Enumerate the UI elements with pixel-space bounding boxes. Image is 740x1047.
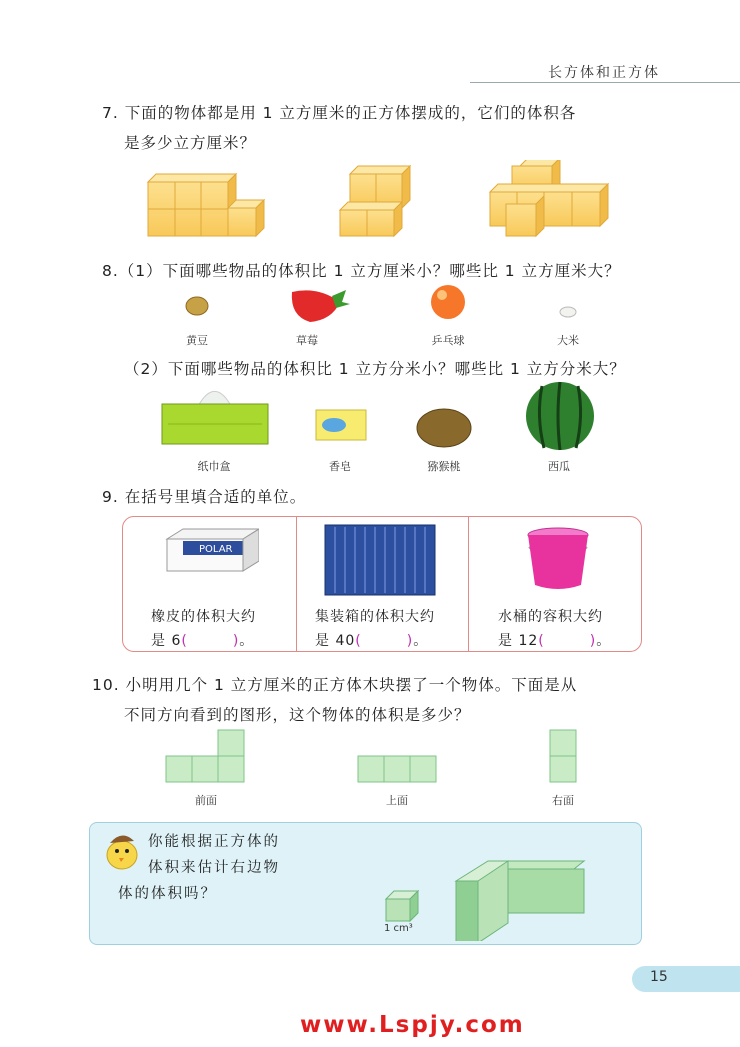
q9-bucket-line1: 水桶的容积大约 <box>498 609 603 625</box>
rice-grain-icon <box>560 307 576 317</box>
soap-icon <box>316 410 366 440</box>
q9-eraser-line2: 是 6( )。 <box>151 633 255 649</box>
item-label-rice: 大米 <box>557 334 579 347</box>
eraser-brand: POLAR <box>199 544 233 555</box>
page-number: 15 <box>650 969 668 985</box>
hint-box <box>89 822 642 945</box>
top-view <box>358 756 436 782</box>
q7-cube-figures <box>140 160 620 240</box>
q10-views <box>160 726 590 786</box>
container-image <box>323 523 443 597</box>
q8-items1-images <box>150 282 610 326</box>
watermark-text: www.Lspjy.com <box>300 1012 525 1038</box>
q10-line1: 10. 小明用几个 1 立方厘米的正方体木块摆了一个物体。下面是从 <box>92 676 578 694</box>
item-label-watermelon: 西瓜 <box>548 460 570 473</box>
large-l-block <box>456 861 584 941</box>
cube-figure-1 <box>148 174 264 236</box>
item-label-soybean: 黄豆 <box>186 334 208 347</box>
q10-line2: 不同方向看到的图形，这个物体的体积是多少？ <box>124 706 471 724</box>
kiwi-icon <box>417 409 471 447</box>
item-label-tissue-box: 纸巾盒 <box>197 460 231 473</box>
q7-line1: 7. 下面的物体都是用 1 立方厘米的正方体摆成的，它们的体积各 <box>102 104 577 122</box>
q9-divider-1 <box>296 517 297 651</box>
hint-line1: 你能根据正方体的 <box>148 834 280 850</box>
bucket-image <box>523 525 593 595</box>
page-number-tab <box>632 966 740 992</box>
q9-container-line2: 是 40( )。 <box>315 633 429 649</box>
hint-line2: 体积来估计右边物 <box>148 860 280 876</box>
header-rule <box>470 82 740 83</box>
soybean-icon <box>186 297 208 315</box>
front-view <box>166 730 244 782</box>
item-label-ping-pong: 乒乓球 <box>431 334 465 347</box>
q8-part2: （2）下面哪些物品的体积比 1 立方分米小？哪些比 1 立方分米大？ <box>124 360 626 378</box>
tissue-box-icon <box>162 391 268 444</box>
mascot-icon <box>102 829 140 873</box>
ping-pong-ball-icon <box>431 285 465 319</box>
q9-bucket-line2: 是 12( )。 <box>498 633 612 649</box>
unit-cube <box>386 891 418 921</box>
q9-container-line1: 集装箱的体积大约 <box>315 609 435 625</box>
unit-cube-label: 1 cm³ <box>384 923 413 934</box>
q9-eraser-line1: 橡皮的体积大约 <box>151 609 256 625</box>
item-label-strawberry: 草莓 <box>296 334 318 347</box>
section-title: 长方体和正方体 <box>548 65 660 81</box>
view-label-top: 上面 <box>386 794 408 807</box>
q9-divider-2 <box>468 517 469 651</box>
view-label-right: 右面 <box>552 794 574 807</box>
view-label-front: 前面 <box>195 794 217 807</box>
eraser-image <box>159 525 259 577</box>
q9-fill-box <box>122 516 642 652</box>
cube-figure-2 <box>340 166 410 236</box>
q7-line2: 是多少立方厘米？ <box>124 134 257 152</box>
right-view <box>550 730 576 782</box>
answer-blank[interactable]: ( ) <box>355 633 414 649</box>
q8-items2-images <box>158 380 608 454</box>
answer-blank[interactable]: ( ) <box>181 633 240 649</box>
item-label-kiwi: 猕猴桃 <box>427 460 461 473</box>
hint-volume-figures <box>380 841 600 941</box>
q9-title: 9. 在括号里填合适的单位。 <box>102 488 307 506</box>
strawberry-icon <box>292 290 350 322</box>
hint-line3: 体的体积吗？ <box>118 886 217 902</box>
watermelon-icon <box>526 382 594 450</box>
cube-figure-3 <box>490 160 608 236</box>
item-label-soap: 香皂 <box>329 460 351 473</box>
answer-blank[interactable]: ( ) <box>538 633 597 649</box>
q8-part1: 8.（1）下面哪些物品的体积比 1 立方厘米小？哪些比 1 立方厘米大？ <box>102 262 621 280</box>
